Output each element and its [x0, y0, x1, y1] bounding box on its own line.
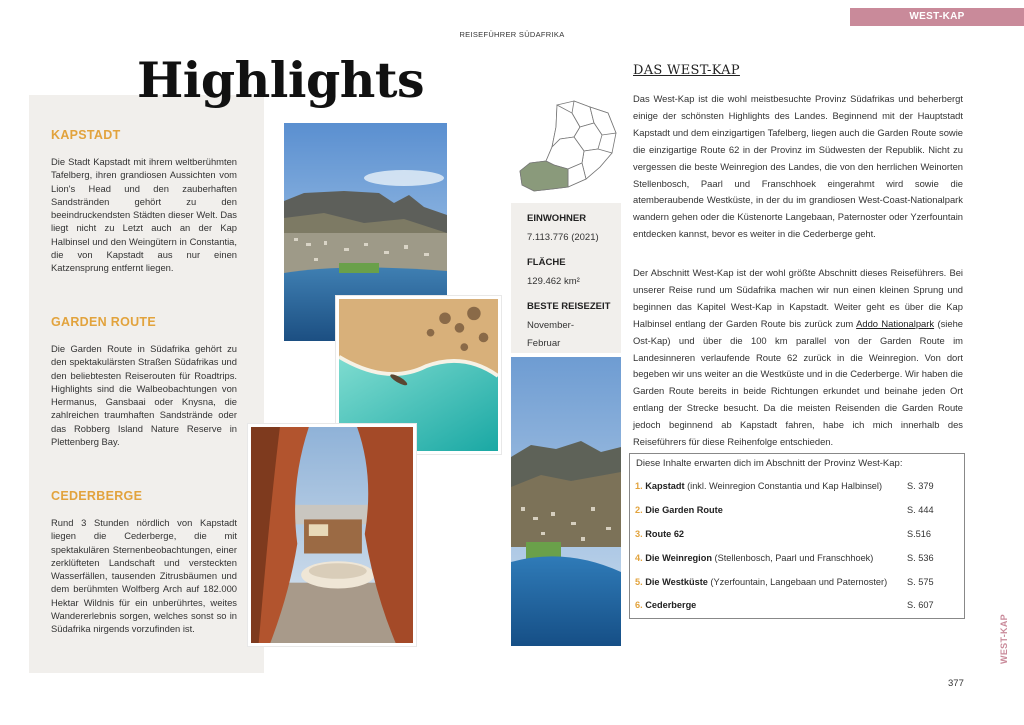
item-title: Die Weinregion	[645, 553, 712, 563]
item-title: Route 62	[645, 529, 685, 539]
item-title: Die Westküste	[645, 577, 708, 587]
page-number: 377	[948, 678, 964, 689]
item-page: S. 379	[907, 481, 934, 491]
item-number: 5.	[635, 577, 643, 587]
contents-item[interactable]	[635, 481, 960, 495]
section-text-garden-route: Die Garden Route in Südafrika gehört zu den spektakulärsten Straßen Südafrikas und den beliebtesten Reiserouten für Roadtrips. Highlights sind die Walbeobachtungen von Hermanus, Gansbaai oder Knysna, die zahlreichen traumhaften Sandstrände oder das Robberg Island Nature Reserve in Plettenberg Bay.	[51, 343, 237, 448]
right-title: DAS WEST-KAP	[633, 63, 740, 78]
contents-item[interactable]	[635, 600, 960, 614]
population-label: EINWOHNER	[527, 213, 587, 224]
section-heading-cederberge: CEDERBERGE	[51, 489, 143, 503]
section-heading-garden-route: GARDEN ROUTE	[51, 315, 156, 329]
area-label: FLÄCHE	[527, 257, 566, 268]
item-title: Kapstadt	[645, 481, 685, 491]
contents-box	[629, 453, 965, 619]
side-section-label	[997, 612, 1011, 666]
paragraph-section	[633, 265, 963, 451]
paragraph-intro: Das West-Kap ist die wohl meistbesuchte Provinz Südafrikas und beherbergt einige der schönsten Highlights des Landes. Beginnend mit der Hauptstadt Kapstadt und dem einzigartigen Tafelberg, liegen auch die Garden Route sowie die einzigartige Route 62 in der Provinz im Südwesten der Republik. Nicht zu vergessen die beste Weinregion des Landes, die von den herrlichen Weinorten Stellenbosch, Paarl und Franschhoek eingerahmt wird sowie die atemberaubende Westküste, in der du im grandiosen West-Coast-Nationalpark wandern gehen oder die Küstenorte Langebaan, Paternoster oder Yzerfountain entdecken kannst, bevor es weiter in die Cederberge geht.	[633, 93, 963, 240]
paragraph-section-text-a: Der Abschnitt West-Kap ist der wohl größte Abschnitt dieses Reiseführers. Bei unserer Reise rund um Südafrika machen wir nun einen kleinen Sprung und beginnen das Kapitel West-Kap in Kapstadt. Weiter geht es über die Kap Halbinsel entlang der Garden Route bis zurück zum	[633, 267, 963, 329]
season-value: November-Februar	[527, 320, 574, 349]
photo-cederberge-arch	[248, 424, 416, 646]
item-page: S. 444	[907, 505, 934, 515]
item-page: S. 607	[907, 600, 934, 610]
contents-intro: Diese Inhalte erwarten dich im Abschnitt der Provinz West-Kap:	[636, 458, 903, 469]
section-text-kapstadt: Die Stadt Kapstadt mit ihrem weltberühmten Tafelberg, ihren grandiosen Aussichten vom Lion's Head und den zauberhaften Sandstränden gehört zu den beeindruckendsten Städten dieser Welt. Das liegt nicht zu Letzt auch an der Kap Halbinsel und den Weingütern in Constantia, die von Kapstadt aus nur einen Katzensprung entfernt liegen.	[51, 156, 237, 274]
section-tab: WEST-KAP	[850, 8, 1024, 26]
item-page: S.516	[907, 529, 932, 539]
item-number: 6.	[635, 600, 643, 610]
item-detail: (inkl. Weinregion Constantia und Kap Halbinsel)	[684, 481, 883, 491]
item-number: 1.	[635, 481, 643, 491]
item-page: S. 575	[907, 577, 934, 587]
item-number: 3.	[635, 529, 643, 539]
item-title: Die Garden Route	[645, 505, 723, 515]
facts-box	[511, 203, 621, 353]
photo-cape-town-aerial	[511, 357, 621, 646]
contents-item[interactable]	[635, 529, 960, 543]
contents-item[interactable]	[635, 505, 960, 519]
side-label-text: WEST-KAP	[999, 614, 1009, 664]
addo-nationalpark-link[interactable]: Addo Nationalpark	[856, 317, 935, 329]
season-label: BESTE REISEZEIT	[527, 301, 611, 312]
item-page: S. 536	[907, 553, 934, 563]
area-value: 129.462 km²	[527, 276, 580, 287]
item-detail: (Stellenbosch, Paarl und Franschhoek)	[711, 553, 874, 563]
contents-item[interactable]	[635, 577, 960, 591]
item-detail: (Yzerfountain, Langebaan und Paternoster)	[707, 577, 888, 587]
paragraph-section-text-b: (siehe Ost-Kap) und über die 100 km parallel von der Garden Route im Landesinneren verlaufende Route 62 zurück in die Weinregion. Von dort begeben wir uns weiter an die Westküste und in die Cederberge. Wir haben die Garden Route bereits in beide Richtungen erkundet und beinahe jeden Ort entlang der Strecke besucht. Da die meisten Reisenden die Garden Route jedoch beginnend ab Kapstadt fahren, habe ich mich innerhalb des Reiseführers für diese Reihenfolge entschieden.	[633, 317, 963, 448]
section-heading-kapstadt: KAPSTADT	[51, 128, 121, 142]
item-number: 4.	[635, 553, 643, 563]
header-title: REISEFÜHRER SÜDAFRIKA	[459, 30, 565, 39]
contents-item[interactable]	[635, 553, 960, 567]
map-south-africa	[512, 97, 622, 200]
item-title: Cederberge	[645, 600, 697, 610]
population-value: 7.113.776 (2021)	[527, 232, 599, 243]
item-number: 2.	[635, 505, 643, 515]
section-text-cederberge: Rund 3 Stunden nördlich von Kapstadt liegen die Cederberge, die mit spektakulären Sternenbeobachtungen, einer zerklüfteten Landschaft und versteckten Wasserfällen, tausenden Zitrusbäumen und dem berühmten Wolfberg Arch auf 182.000 Hektar Wildnis für ein unberührtes, weites Wandererlebnis sorgen, welches sonst so in Südafrika nirgends vorzufinden ist.	[51, 517, 237, 635]
page-title: Highlights	[137, 51, 425, 109]
